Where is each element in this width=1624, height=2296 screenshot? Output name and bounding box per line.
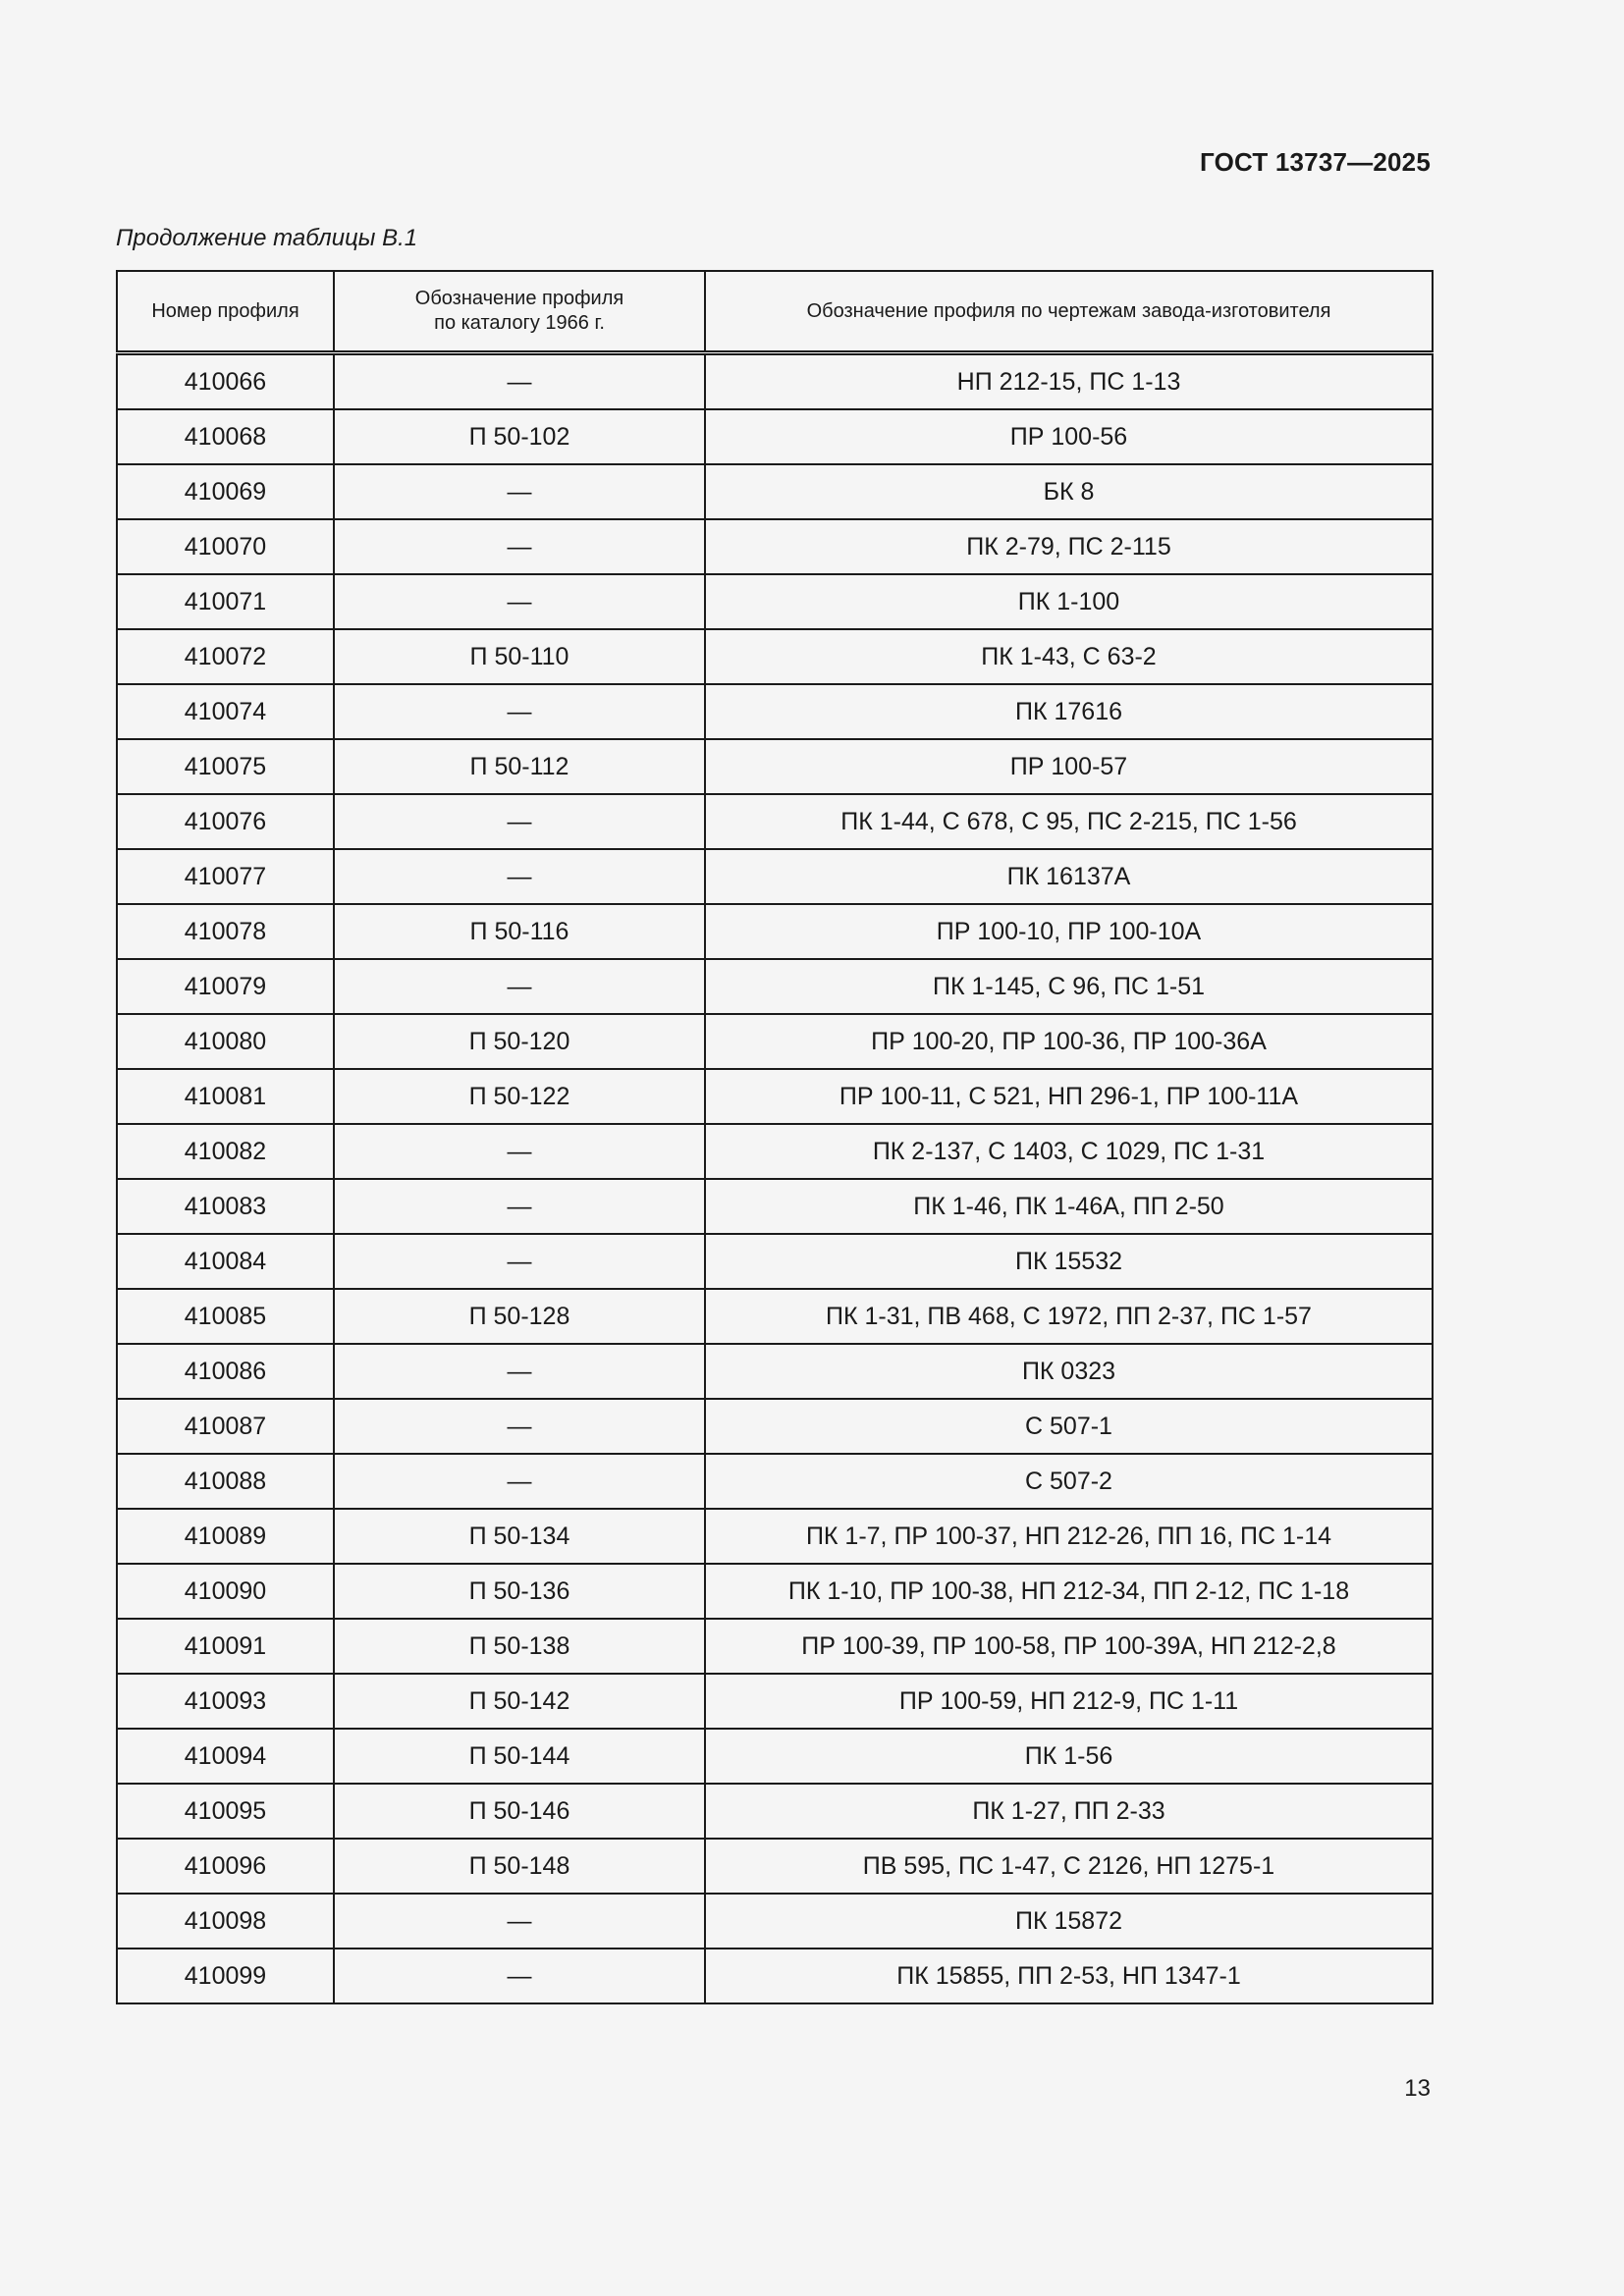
table-header	[117, 271, 1433, 353]
cell-catalog-1966: П 50-144	[334, 1729, 705, 1784]
table-row	[117, 1289, 1433, 1344]
cell-profile-number: 410066	[117, 353, 334, 410]
cell-factory-designation: ПР 100-57	[705, 739, 1433, 794]
cell-catalog-1966: —	[334, 849, 705, 904]
cell-catalog-1966: —	[334, 684, 705, 739]
column-header-profile-number	[117, 271, 334, 353]
cell-profile-number: 410072	[117, 629, 334, 684]
cell-catalog-1966: —	[334, 1234, 705, 1289]
cell-catalog-1966: П 50-112	[334, 739, 705, 794]
table-row	[117, 1234, 1433, 1289]
cell-catalog-1966: —	[334, 1454, 705, 1509]
cell-factory-designation: ПК 15532	[705, 1234, 1433, 1289]
cell-factory-designation: ПК 16137А	[705, 849, 1433, 904]
cell-factory-designation: ПК 1-43, С 63-2	[705, 629, 1433, 684]
profiles-table	[116, 270, 1434, 2004]
table-row	[117, 1949, 1433, 2003]
cell-profile-number: 410071	[117, 574, 334, 629]
cell-profile-number: 410084	[117, 1234, 334, 1289]
table-caption: Продолжение таблицы В.1	[116, 225, 418, 251]
cell-factory-designation: ПК 15855, ПП 2-53, НП 1347-1	[705, 1949, 1433, 2003]
cell-profile-number: 410070	[117, 519, 334, 574]
cell-factory-designation: ПК 1-27, ПП 2-33	[705, 1784, 1433, 1839]
cell-profile-number: 410089	[117, 1509, 334, 1564]
profiles-table-container	[116, 270, 1432, 2004]
table-row	[117, 1839, 1433, 1894]
cell-profile-number: 410069	[117, 464, 334, 519]
cell-factory-designation: НП 212-15, ПС 1-13	[705, 353, 1433, 410]
cell-factory-designation: ПК 15872	[705, 1894, 1433, 1949]
cell-factory-designation: ПК 2-79, ПС 2-115	[705, 519, 1433, 574]
table-row	[117, 1014, 1433, 1069]
cell-factory-designation: ПК 1-7, ПР 100-37, НП 212-26, ПП 16, ПС 1-14	[705, 1509, 1433, 1564]
cell-catalog-1966: —	[334, 1949, 705, 2003]
cell-catalog-1966: П 50-102	[334, 409, 705, 464]
column-header-label: Обозначение профиля по чертежам завода-изготовителя	[806, 299, 1331, 322]
cell-catalog-1966: П 50-134	[334, 1509, 705, 1564]
cell-profile-number: 410093	[117, 1674, 334, 1729]
cell-profile-number: 410095	[117, 1784, 334, 1839]
table-row	[117, 1344, 1433, 1399]
cell-profile-number: 410077	[117, 849, 334, 904]
cell-catalog-1966: П 50-120	[334, 1014, 705, 1069]
cell-catalog-1966: П 50-138	[334, 1619, 705, 1674]
cell-factory-designation: ПР 100-39, ПР 100-58, ПР 100-39А, НП 212-2,8	[705, 1619, 1433, 1674]
table-row	[117, 519, 1433, 574]
table-row	[117, 1894, 1433, 1949]
table-row	[117, 684, 1433, 739]
cell-factory-designation: ПК 1-145, С 96, ПС 1-51	[705, 959, 1433, 1014]
cell-factory-designation: ПК 2-137, С 1403, С 1029, ПС 1-31	[705, 1124, 1433, 1179]
cell-catalog-1966: —	[334, 519, 705, 574]
table-row	[117, 1784, 1433, 1839]
cell-profile-number: 410080	[117, 1014, 334, 1069]
cell-catalog-1966: —	[334, 1894, 705, 1949]
cell-factory-designation: ПР 100-20, ПР 100-36, ПР 100-36А	[705, 1014, 1433, 1069]
cell-catalog-1966: П 50-122	[334, 1069, 705, 1124]
page-number: 13	[1404, 2075, 1431, 2102]
table-row	[117, 1619, 1433, 1674]
table-row	[117, 1179, 1433, 1234]
table-row	[117, 1729, 1433, 1784]
column-header-factory-designation	[705, 271, 1433, 353]
cell-catalog-1966: П 50-142	[334, 1674, 705, 1729]
table-row	[117, 1399, 1433, 1454]
table-row	[117, 849, 1433, 904]
cell-profile-number: 410094	[117, 1729, 334, 1784]
cell-factory-designation: ПР 100-10, ПР 100-10А	[705, 904, 1433, 959]
cell-factory-designation: ПК 1-56	[705, 1729, 1433, 1784]
table-row	[117, 574, 1433, 629]
cell-catalog-1966: —	[334, 1124, 705, 1179]
cell-factory-designation: ПР 100-56	[705, 409, 1433, 464]
cell-catalog-1966: П 50-116	[334, 904, 705, 959]
table-row	[117, 1674, 1433, 1729]
standard-number: ГОСТ 13737—2025	[1200, 147, 1431, 177]
header-row	[117, 271, 1433, 353]
cell-catalog-1966: —	[334, 1344, 705, 1399]
cell-catalog-1966: —	[334, 1179, 705, 1234]
cell-profile-number: 410075	[117, 739, 334, 794]
table-row	[117, 464, 1433, 519]
cell-catalog-1966: П 50-128	[334, 1289, 705, 1344]
cell-profile-number: 410078	[117, 904, 334, 959]
cell-factory-designation: ПВ 595, ПС 1-47, С 2126, НП 1275-1	[705, 1839, 1433, 1894]
cell-catalog-1966: —	[334, 794, 705, 849]
table-row	[117, 739, 1433, 794]
column-header-label: Номер профиля	[151, 299, 299, 322]
cell-factory-designation: ПК 17616	[705, 684, 1433, 739]
table-row	[117, 959, 1433, 1014]
cell-catalog-1966: П 50-110	[334, 629, 705, 684]
cell-profile-number: 410091	[117, 1619, 334, 1674]
cell-factory-designation: ПР 100-59, НП 212-9, ПС 1-11	[705, 1674, 1433, 1729]
cell-profile-number: 410098	[117, 1894, 334, 1949]
cell-factory-designation: ПР 100-11, С 521, НП 296-1, ПР 100-11А	[705, 1069, 1433, 1124]
cell-profile-number: 410088	[117, 1454, 334, 1509]
cell-catalog-1966: П 50-148	[334, 1839, 705, 1894]
cell-catalog-1966: —	[334, 353, 705, 410]
table-row	[117, 1509, 1433, 1564]
table-row	[117, 409, 1433, 464]
cell-catalog-1966: —	[334, 464, 705, 519]
table-body	[117, 353, 1433, 2004]
cell-factory-designation: ПК 1-100	[705, 574, 1433, 629]
cell-catalog-1966: П 50-136	[334, 1564, 705, 1619]
table-row	[117, 629, 1433, 684]
table-row	[117, 794, 1433, 849]
column-header-catalog-1966	[334, 271, 705, 353]
cell-profile-number: 410099	[117, 1949, 334, 2003]
column-header-label: Обозначение профиля по каталогу 1966 г.	[414, 288, 624, 334]
cell-profile-number: 410081	[117, 1069, 334, 1124]
cell-factory-designation: ПК 1-31, ПВ 468, С 1972, ПП 2-37, ПС 1-57	[705, 1289, 1433, 1344]
table-row	[117, 1069, 1433, 1124]
cell-profile-number: 410074	[117, 684, 334, 739]
cell-profile-number: 410090	[117, 1564, 334, 1619]
cell-profile-number: 410076	[117, 794, 334, 849]
cell-factory-designation: ПК 1-46, ПК 1-46А, ПП 2-50	[705, 1179, 1433, 1234]
table-row	[117, 904, 1433, 959]
cell-factory-designation: ПК 1-44, С 678, С 95, ПС 2-215, ПС 1-56	[705, 794, 1433, 849]
cell-factory-designation: С 507-1	[705, 1399, 1433, 1454]
cell-profile-number: 410086	[117, 1344, 334, 1399]
cell-catalog-1966: П 50-146	[334, 1784, 705, 1839]
cell-catalog-1966: —	[334, 574, 705, 629]
cell-catalog-1966: —	[334, 1399, 705, 1454]
table-row	[117, 1454, 1433, 1509]
cell-factory-designation: ПК 0323	[705, 1344, 1433, 1399]
cell-profile-number: 410083	[117, 1179, 334, 1234]
cell-factory-designation: ПК 1-10, ПР 100-38, НП 212-34, ПП 2-12, ПС 1-18	[705, 1564, 1433, 1619]
cell-profile-number: 410087	[117, 1399, 334, 1454]
table-row	[117, 353, 1433, 410]
cell-factory-designation: С 507-2	[705, 1454, 1433, 1509]
cell-profile-number: 410085	[117, 1289, 334, 1344]
cell-profile-number: 410079	[117, 959, 334, 1014]
cell-catalog-1966: —	[334, 959, 705, 1014]
cell-profile-number: 410096	[117, 1839, 334, 1894]
cell-profile-number: 410082	[117, 1124, 334, 1179]
cell-factory-designation: БК 8	[705, 464, 1433, 519]
table-row	[117, 1564, 1433, 1619]
table-row	[117, 1124, 1433, 1179]
cell-profile-number: 410068	[117, 409, 334, 464]
